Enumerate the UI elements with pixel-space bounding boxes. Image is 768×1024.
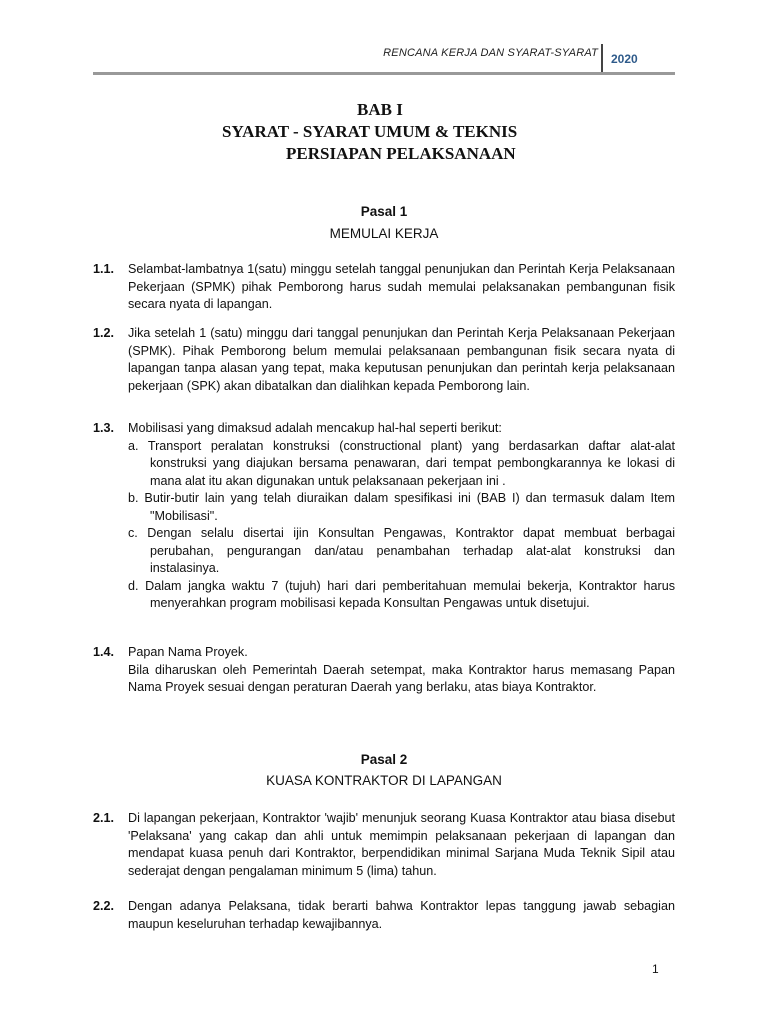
- section-text: Di lapangan pekerjaan, Kontraktor 'wajib' menunjuk seorang Kuasa Kontraktor atau biasa disebut 'Pelaksana' yang cakap dan ahli untuk memimpin pelaksanaan pekerjaan di lapangan dan mendapat kuasa penuh dari Kontraktor, berpendidikan minimal Sarjana Muda Teknik Sipil atau sederajat dengan pengalaman minimum 5 (lima) tahun.: [128, 811, 675, 878]
- pasal-2-title: KUASA KONTRAKTOR DI LAPANGAN: [266, 773, 502, 788]
- section-number: 2.1.: [93, 811, 115, 825]
- section-number: 1.4.: [93, 645, 115, 659]
- section-number: 1.1.: [93, 262, 115, 276]
- section-heading: Papan Nama Proyek.: [128, 645, 248, 659]
- section-body: [128, 420, 675, 613]
- chapter-number: BAB I: [357, 100, 403, 119]
- list-item: d. Dalam jangka waktu 7 (tujuh) hari dari pemberitahuan memulai bekerja, Kontraktor harus menyerahkan program mobilisasi kepada Konsultan Pengawas untuk disetujui.: [128, 578, 675, 610]
- list-item: b. Butir-butir lain yang telah diuraikan dalam spesifikasi ini (BAB I) dan termasuk dalam Item "Mobilisasi".: [128, 491, 675, 523]
- pasal-1-label: Pasal 1: [360, 204, 408, 219]
- section-2-2: [93, 898, 675, 933]
- section-2-1: [93, 810, 675, 880]
- section-number: 2.2.: [93, 899, 115, 913]
- section-1-4: [93, 644, 675, 697]
- header-title: RENCANA KERJA DAN SYARAT-SYARAT: [383, 47, 598, 59]
- section-1-2: [93, 325, 675, 395]
- section-number: 1.2.: [93, 326, 115, 340]
- chapter-subtitle: PERSIAPAN PELAKSANAAN: [286, 144, 516, 163]
- page-number: 1: [652, 962, 659, 976]
- section-1-3: [93, 420, 675, 613]
- section-number: 1.3.: [93, 421, 115, 435]
- pasal-2-label: Pasal 2: [360, 752, 408, 767]
- list-item: c. Dengan selalu disertai ijin Konsultan Pengawas, Kontraktor dapat membuat berbagai perubahan, pengurangan dan/atau penambahan terhadap alat-alat konstruksi dan instalasinya.: [128, 526, 675, 575]
- header-rule: [93, 72, 675, 75]
- section-text: Bila diharuskan oleh Pemerintah Daerah setempat, maka Kontraktor harus memasang Papan Nama Proyek sesuai dengan peraturan Daerah yang berlaku, atas biaya Kontraktor.: [128, 662, 675, 694]
- list-item: a. Transport peralatan konstruksi (constructional plant) yang berdasarkan daftar alat-alat konstruksi yang diajukan bersama penawaran, dari tempat pembongkarannya ke lokasi di mana alat itu akan digunakan untuk pelaksanaan pekerjaan ini .: [128, 438, 675, 488]
- mobilisasi-list: [128, 438, 675, 613]
- section-text: Selambat-lambatnya 1(satu) minggu setelah tanggal penunjukan dan Perintah Kerja Pelaksanaan Pekerjaan (SPMK) pihak Pemborong harus sudah memulai pelaksanakan pembangunan fisik secara nyata di lapangan.: [128, 262, 675, 311]
- section-text: Dengan adanya Pelaksana, tidak berarti bahwa Kontraktor lepas tanggung jawab sebagian maupun keseluruhan terhadap kewajibannya.: [128, 899, 675, 931]
- header-divider: [601, 44, 603, 72]
- pasal-1-title: MEMULAI KERJA: [329, 226, 439, 241]
- header-year: 2020: [611, 52, 638, 66]
- section-text: Jika setelah 1 (satu) minggu dari tanggal penunjukan dan Perintah Kerja Pelaksanaan Pekerjaan (SPMK). Pihak Pemborong belum memulai pelaksanaan pembangunan fisik secara nyata di lapangan tanpa alasan yang tepat, maka keputusan penunjukan dan perintah kerja pelaksanaan pekerjaan (SPK) akan dibatalkan dan dialihkan kepada Pemborong lain.: [128, 326, 675, 393]
- section-1-1: [93, 261, 675, 314]
- chapter-title: SYARAT - SYARAT UMUM & TEKNIS: [222, 122, 518, 141]
- section-intro: Mobilisasi yang dimaksud adalah mencakup hal-hal seperti berikut:: [128, 421, 502, 435]
- section-body: [128, 644, 675, 697]
